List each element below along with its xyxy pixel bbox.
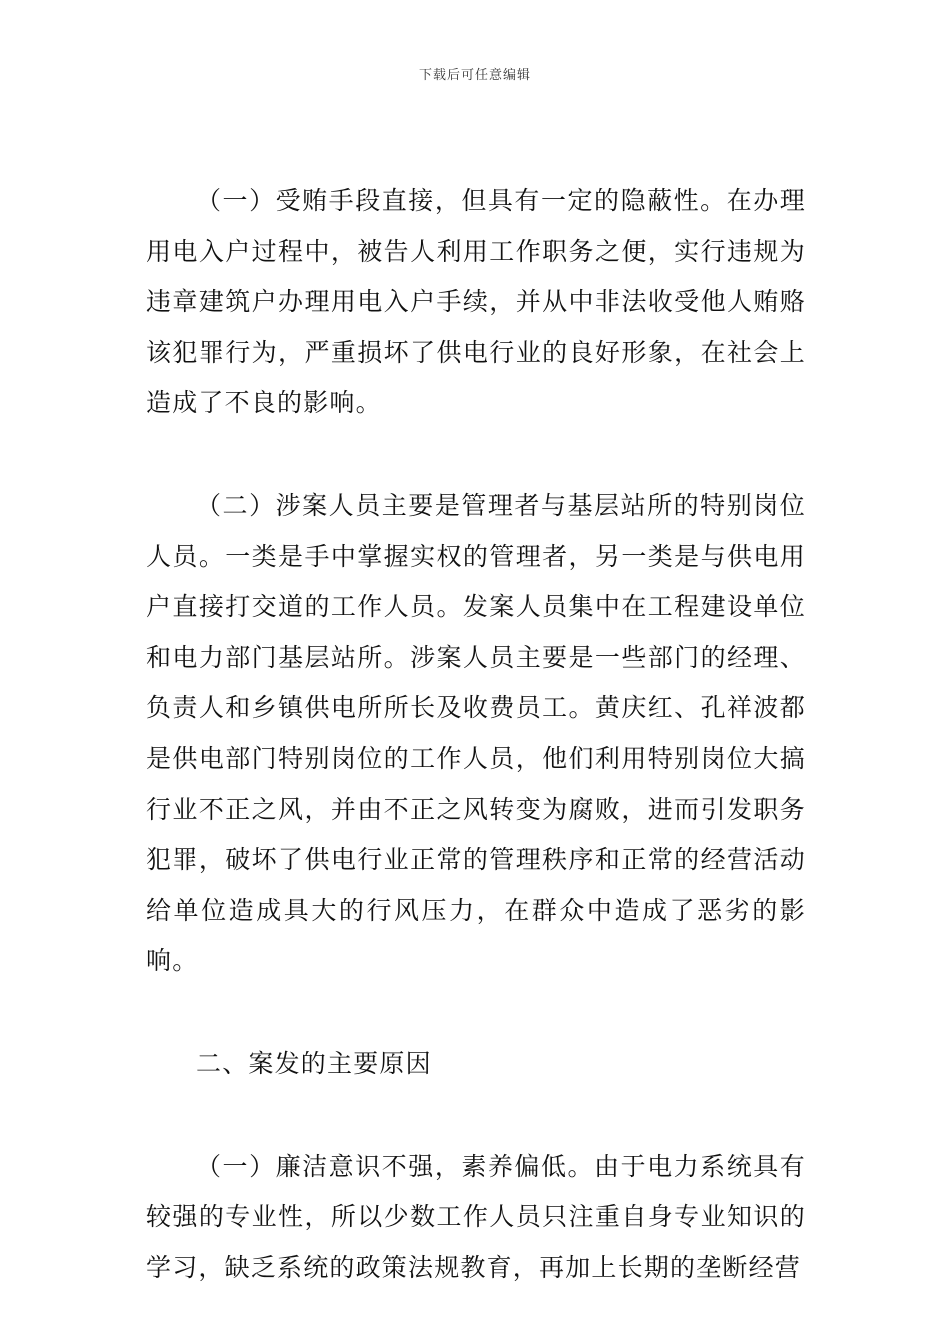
paragraph-involved-personnel: （二）涉案人员主要是管理者与基层站所的特别岗位人员。一类是手中掌握实权的管理者，另一类是与供电用户直接打交道的工作人员。发案人员集中在工程建设单位和电力部门基层站所。涉案人员主要是一些部门的经理、负责人和乡镇供电所所长及收费员工。黄庆红、孔祥波都是供电部门特别岗位的工作人员，他们利用特别岗位大搞行业不正之风，并由不正之风转变为腐败，进而引发职务犯罪，破坏了供电行业正常的管理秩序和正常的经营活动给单位造成具大的行风压力，在群众中造成了恶劣的影响。 <box>146 490 806 976</box>
paragraph-integrity-awareness: （一）廉洁意识不强，素养偏低。由于电力系统具有较强的专业性，所以少数工作人员只注重自身专业知识的学习，缺乏系统的政策法规教育，再加上长期的垄断经营 <box>146 1151 806 1282</box>
document-body <box>146 176 806 1293</box>
page-header: 下载后可任意编辑 <box>418 68 531 83</box>
section-heading-main-causes: 二、案发的主要原因 <box>196 1048 432 1078</box>
paragraph-bribery-method: （一）受贿手段直接，但具有一定的隐蔽性。在办理用电入户过程中，被告人利用工作职务之便，实行违规为违章建筑户办理用电入户手续，并从中非法收受他人贿赂该犯罪行为，严重损坏了供电行业的良好形象，在社会上造成了不良的影响。 <box>146 186 806 418</box>
